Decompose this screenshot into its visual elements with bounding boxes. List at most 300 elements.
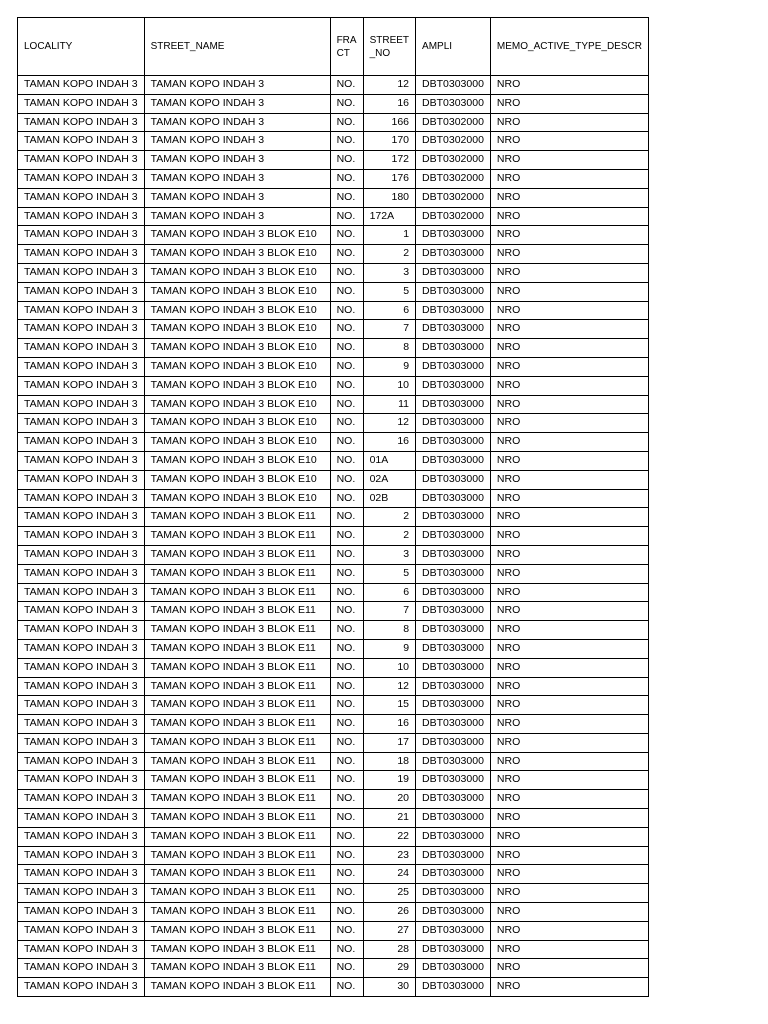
cell-street-no: 28 xyxy=(363,940,415,959)
cell-locality: TAMAN KOPO INDAH 3 xyxy=(18,414,145,433)
cell-street-name: TAMAN KOPO INDAH 3 BLOK E11 xyxy=(144,527,330,546)
cell-fract: NO. xyxy=(330,113,363,132)
cell-street-name: TAMAN KOPO INDAH 3 xyxy=(144,94,330,113)
cell-street-no: 20 xyxy=(363,790,415,809)
cell-ampli: DBT0303000 xyxy=(416,451,491,470)
cell-street-no: 5 xyxy=(363,564,415,583)
cell-memo: NRO xyxy=(490,301,648,320)
cell-street-no: 2 xyxy=(363,527,415,546)
table-row xyxy=(18,320,649,339)
cell-fract: NO. xyxy=(330,903,363,922)
cell-street-no: 3 xyxy=(363,545,415,564)
cell-locality: TAMAN KOPO INDAH 3 xyxy=(18,921,145,940)
cell-fract: NO. xyxy=(330,771,363,790)
table-row xyxy=(18,357,649,376)
cell-street-no: 25 xyxy=(363,884,415,903)
cell-ampli: DBT0303000 xyxy=(416,602,491,621)
cell-street-name: TAMAN KOPO INDAH 3 BLOK E11 xyxy=(144,696,330,715)
cell-fract: NO. xyxy=(330,151,363,170)
cell-street-name: TAMAN KOPO INDAH 3 BLOK E11 xyxy=(144,940,330,959)
col-header-ampli: AMPLI xyxy=(416,18,491,76)
cell-street-name: TAMAN KOPO INDAH 3 xyxy=(144,207,330,226)
table-row xyxy=(18,658,649,677)
col-header-memo: MEMO_ACTIVE_TYPE_DESCR xyxy=(490,18,648,76)
table-row xyxy=(18,884,649,903)
cell-ampli: DBT0303000 xyxy=(416,508,491,527)
cell-street-no: 01A xyxy=(363,451,415,470)
cell-street-no: 12 xyxy=(363,677,415,696)
table-row xyxy=(18,376,649,395)
cell-ampli: DBT0303000 xyxy=(416,339,491,358)
cell-street-name: TAMAN KOPO INDAH 3 BLOK E10 xyxy=(144,376,330,395)
cell-street-no: 27 xyxy=(363,921,415,940)
cell-locality: TAMAN KOPO INDAH 3 xyxy=(18,301,145,320)
cell-ampli: DBT0303000 xyxy=(416,733,491,752)
cell-locality: TAMAN KOPO INDAH 3 xyxy=(18,602,145,621)
cell-ampli: DBT0303000 xyxy=(416,357,491,376)
cell-memo: NRO xyxy=(490,470,648,489)
cell-memo: NRO xyxy=(490,414,648,433)
table-row xyxy=(18,865,649,884)
cell-street-name: TAMAN KOPO INDAH 3 BLOK E11 xyxy=(144,752,330,771)
cell-street-no: 10 xyxy=(363,376,415,395)
cell-locality: TAMAN KOPO INDAH 3 xyxy=(18,865,145,884)
cell-fract: NO. xyxy=(330,921,363,940)
cell-fract: NO. xyxy=(330,207,363,226)
cell-street-no: 2 xyxy=(363,245,415,264)
cell-street-name: TAMAN KOPO INDAH 3 BLOK E10 xyxy=(144,395,330,414)
cell-fract: NO. xyxy=(330,301,363,320)
cell-street-no: 6 xyxy=(363,583,415,602)
cell-fract: NO. xyxy=(330,959,363,978)
cell-ampli: DBT0303000 xyxy=(416,527,491,546)
cell-street-name: TAMAN KOPO INDAH 3 BLOK E10 xyxy=(144,226,330,245)
cell-memo: NRO xyxy=(490,959,648,978)
cell-memo: NRO xyxy=(490,696,648,715)
cell-fract: NO. xyxy=(330,376,363,395)
cell-fract: NO. xyxy=(330,790,363,809)
cell-street-name: TAMAN KOPO INDAH 3 xyxy=(144,169,330,188)
cell-street-no: 02A xyxy=(363,470,415,489)
cell-street-no: 29 xyxy=(363,959,415,978)
cell-ampli: DBT0302000 xyxy=(416,151,491,170)
cell-fract: NO. xyxy=(330,263,363,282)
cell-memo: NRO xyxy=(490,884,648,903)
cell-memo: NRO xyxy=(490,489,648,508)
cell-fract: NO. xyxy=(330,433,363,452)
cell-street-name: TAMAN KOPO INDAH 3 BLOK E11 xyxy=(144,602,330,621)
cell-street-no: 172 xyxy=(363,151,415,170)
cell-fract: NO. xyxy=(330,188,363,207)
cell-fract: NO. xyxy=(330,545,363,564)
cell-fract: NO. xyxy=(330,827,363,846)
cell-street-name: TAMAN KOPO INDAH 3 BLOK E10 xyxy=(144,451,330,470)
table-row xyxy=(18,733,649,752)
cell-locality: TAMAN KOPO INDAH 3 xyxy=(18,433,145,452)
cell-ampli: DBT0303000 xyxy=(416,865,491,884)
table-row xyxy=(18,959,649,978)
cell-fract: NO. xyxy=(330,282,363,301)
cell-ampli: DBT0303000 xyxy=(416,395,491,414)
table-row xyxy=(18,903,649,922)
cell-fract: NO. xyxy=(330,696,363,715)
cell-fract: NO. xyxy=(330,395,363,414)
cell-locality: TAMAN KOPO INDAH 3 xyxy=(18,733,145,752)
cell-locality: TAMAN KOPO INDAH 3 xyxy=(18,263,145,282)
cell-memo: NRO xyxy=(490,226,648,245)
cell-fract: NO. xyxy=(330,76,363,95)
cell-memo: NRO xyxy=(490,357,648,376)
cell-ampli: DBT0303000 xyxy=(416,978,491,997)
cell-street-no: 23 xyxy=(363,846,415,865)
cell-fract: NO. xyxy=(330,865,363,884)
cell-locality: TAMAN KOPO INDAH 3 xyxy=(18,884,145,903)
table-row xyxy=(18,76,649,95)
cell-memo: NRO xyxy=(490,245,648,264)
cell-locality: TAMAN KOPO INDAH 3 xyxy=(18,959,145,978)
cell-memo: NRO xyxy=(490,545,648,564)
cell-locality: TAMAN KOPO INDAH 3 xyxy=(18,226,145,245)
cell-locality: TAMAN KOPO INDAH 3 xyxy=(18,545,145,564)
cell-street-name: TAMAN KOPO INDAH 3 xyxy=(144,151,330,170)
col-header-locality: LOCALITY xyxy=(18,18,145,76)
cell-street-no: 11 xyxy=(363,395,415,414)
cell-street-name: TAMAN KOPO INDAH 3 BLOK E11 xyxy=(144,884,330,903)
cell-fract: NO. xyxy=(330,527,363,546)
cell-street-name: TAMAN KOPO INDAH 3 BLOK E10 xyxy=(144,245,330,264)
table-row xyxy=(18,132,649,151)
table-row xyxy=(18,263,649,282)
cell-fract: NO. xyxy=(330,639,363,658)
cell-locality: TAMAN KOPO INDAH 3 xyxy=(18,94,145,113)
table-row xyxy=(18,451,649,470)
cell-street-name: TAMAN KOPO INDAH 3 BLOK E11 xyxy=(144,771,330,790)
cell-ampli: DBT0303000 xyxy=(416,76,491,95)
cell-street-name: TAMAN KOPO INDAH 3 BLOK E11 xyxy=(144,658,330,677)
cell-fract: NO. xyxy=(330,508,363,527)
cell-street-name: TAMAN KOPO INDAH 3 BLOK E11 xyxy=(144,865,330,884)
table-row xyxy=(18,583,649,602)
cell-street-no: 166 xyxy=(363,113,415,132)
cell-street-name: TAMAN KOPO INDAH 3 BLOK E10 xyxy=(144,414,330,433)
cell-fract: NO. xyxy=(330,470,363,489)
cell-street-no: 10 xyxy=(363,658,415,677)
cell-fract: NO. xyxy=(330,677,363,696)
col-header-street-name: STREET_NAME xyxy=(144,18,330,76)
cell-street-no: 7 xyxy=(363,320,415,339)
cell-locality: TAMAN KOPO INDAH 3 xyxy=(18,771,145,790)
cell-ampli: DBT0303000 xyxy=(416,677,491,696)
cell-locality: TAMAN KOPO INDAH 3 xyxy=(18,978,145,997)
cell-memo: NRO xyxy=(490,677,648,696)
table-row xyxy=(18,151,649,170)
cell-street-no: 2 xyxy=(363,508,415,527)
cell-fract: NO. xyxy=(330,809,363,828)
cell-memo: NRO xyxy=(490,940,648,959)
cell-street-name: TAMAN KOPO INDAH 3 BLOK E11 xyxy=(144,827,330,846)
cell-memo: NRO xyxy=(490,113,648,132)
cell-street-no: 9 xyxy=(363,639,415,658)
cell-locality: TAMAN KOPO INDAH 3 xyxy=(18,339,145,358)
cell-memo: NRO xyxy=(490,320,648,339)
cell-ampli: DBT0302000 xyxy=(416,132,491,151)
cell-memo: NRO xyxy=(490,846,648,865)
cell-street-name: TAMAN KOPO INDAH 3 BLOK E11 xyxy=(144,639,330,658)
cell-memo: NRO xyxy=(490,282,648,301)
cell-locality: TAMAN KOPO INDAH 3 xyxy=(18,752,145,771)
cell-memo: NRO xyxy=(490,752,648,771)
cell-ampli: DBT0303000 xyxy=(416,621,491,640)
cell-locality: TAMAN KOPO INDAH 3 xyxy=(18,940,145,959)
cell-street-name: TAMAN KOPO INDAH 3 BLOK E11 xyxy=(144,621,330,640)
cell-locality: TAMAN KOPO INDAH 3 xyxy=(18,76,145,95)
cell-ampli: DBT0303000 xyxy=(416,414,491,433)
cell-memo: NRO xyxy=(490,207,648,226)
cell-street-name: TAMAN KOPO INDAH 3 BLOK E11 xyxy=(144,978,330,997)
table-row xyxy=(18,639,649,658)
cell-fract: NO. xyxy=(330,658,363,677)
cell-street-name: TAMAN KOPO INDAH 3 BLOK E10 xyxy=(144,263,330,282)
cell-fract: NO. xyxy=(330,940,363,959)
cell-memo: NRO xyxy=(490,263,648,282)
cell-ampli: DBT0302000 xyxy=(416,113,491,132)
cell-memo: NRO xyxy=(490,978,648,997)
cell-street-no: 26 xyxy=(363,903,415,922)
cell-ampli: DBT0303000 xyxy=(416,564,491,583)
cell-locality: TAMAN KOPO INDAH 3 xyxy=(18,451,145,470)
cell-street-no: 16 xyxy=(363,94,415,113)
cell-memo: NRO xyxy=(490,188,648,207)
cell-street-no: 12 xyxy=(363,76,415,95)
cell-memo: NRO xyxy=(490,790,648,809)
cell-fract: NO. xyxy=(330,339,363,358)
cell-ampli: DBT0303000 xyxy=(416,470,491,489)
cell-locality: TAMAN KOPO INDAH 3 xyxy=(18,658,145,677)
cell-fract: NO. xyxy=(330,169,363,188)
table-row xyxy=(18,564,649,583)
cell-locality: TAMAN KOPO INDAH 3 xyxy=(18,376,145,395)
cell-locality: TAMAN KOPO INDAH 3 xyxy=(18,188,145,207)
cell-street-name: TAMAN KOPO INDAH 3 BLOK E11 xyxy=(144,733,330,752)
cell-locality: TAMAN KOPO INDAH 3 xyxy=(18,113,145,132)
table-row xyxy=(18,339,649,358)
cell-street-name: TAMAN KOPO INDAH 3 xyxy=(144,188,330,207)
cell-locality: TAMAN KOPO INDAH 3 xyxy=(18,508,145,527)
address-table xyxy=(17,17,649,997)
col-header-street-no: STREET _NO xyxy=(363,18,415,76)
cell-street-no: 180 xyxy=(363,188,415,207)
cell-ampli: DBT0303000 xyxy=(416,903,491,922)
cell-street-name: TAMAN KOPO INDAH 3 BLOK E10 xyxy=(144,357,330,376)
cell-street-no: 15 xyxy=(363,696,415,715)
cell-memo: NRO xyxy=(490,451,648,470)
cell-memo: NRO xyxy=(490,903,648,922)
table-row xyxy=(18,414,649,433)
cell-street-name: TAMAN KOPO INDAH 3 BLOK E11 xyxy=(144,903,330,922)
cell-ampli: DBT0302000 xyxy=(416,207,491,226)
table-row xyxy=(18,508,649,527)
table-row xyxy=(18,752,649,771)
cell-street-no: 16 xyxy=(363,433,415,452)
cell-street-no: 176 xyxy=(363,169,415,188)
cell-street-no: 02B xyxy=(363,489,415,508)
cell-street-name: TAMAN KOPO INDAH 3 BLOK E10 xyxy=(144,301,330,320)
cell-memo: NRO xyxy=(490,658,648,677)
cell-ampli: DBT0303000 xyxy=(416,921,491,940)
cell-ampli: DBT0303000 xyxy=(416,245,491,264)
header-row xyxy=(18,18,649,76)
cell-ampli: DBT0303000 xyxy=(416,583,491,602)
cell-ampli: DBT0303000 xyxy=(416,771,491,790)
cell-locality: TAMAN KOPO INDAH 3 xyxy=(18,169,145,188)
cell-memo: NRO xyxy=(490,376,648,395)
cell-street-no: 24 xyxy=(363,865,415,884)
table-row xyxy=(18,282,649,301)
cell-street-name: TAMAN KOPO INDAH 3 BLOK E11 xyxy=(144,790,330,809)
cell-ampli: DBT0303000 xyxy=(416,639,491,658)
cell-fract: NO. xyxy=(330,978,363,997)
cell-locality: TAMAN KOPO INDAH 3 xyxy=(18,282,145,301)
table-row xyxy=(18,245,649,264)
table-row xyxy=(18,621,649,640)
cell-memo: NRO xyxy=(490,809,648,828)
table-row xyxy=(18,921,649,940)
cell-ampli: DBT0303000 xyxy=(416,263,491,282)
cell-locality: TAMAN KOPO INDAH 3 xyxy=(18,715,145,734)
cell-locality: TAMAN KOPO INDAH 3 xyxy=(18,846,145,865)
cell-memo: NRO xyxy=(490,827,648,846)
table-row xyxy=(18,846,649,865)
cell-ampli: DBT0303000 xyxy=(416,790,491,809)
cell-ampli: DBT0302000 xyxy=(416,169,491,188)
table-row xyxy=(18,527,649,546)
cell-ampli: DBT0303000 xyxy=(416,301,491,320)
cell-memo: NRO xyxy=(490,169,648,188)
cell-fract: NO. xyxy=(330,414,363,433)
cell-locality: TAMAN KOPO INDAH 3 xyxy=(18,583,145,602)
col-header-fract: FRA CT xyxy=(330,18,363,76)
cell-street-name: TAMAN KOPO INDAH 3 BLOK E11 xyxy=(144,846,330,865)
cell-locality: TAMAN KOPO INDAH 3 xyxy=(18,639,145,658)
cell-ampli: DBT0303000 xyxy=(416,696,491,715)
cell-memo: NRO xyxy=(490,508,648,527)
cell-ampli: DBT0303000 xyxy=(416,959,491,978)
cell-locality: TAMAN KOPO INDAH 3 xyxy=(18,357,145,376)
cell-memo: NRO xyxy=(490,621,648,640)
table-row xyxy=(18,470,649,489)
cell-locality: TAMAN KOPO INDAH 3 xyxy=(18,395,145,414)
cell-ampli: DBT0303000 xyxy=(416,715,491,734)
table-row xyxy=(18,545,649,564)
cell-memo: NRO xyxy=(490,564,648,583)
cell-memo: NRO xyxy=(490,865,648,884)
table-row xyxy=(18,433,649,452)
cell-memo: NRO xyxy=(490,395,648,414)
table-row xyxy=(18,395,649,414)
table-row xyxy=(18,207,649,226)
table-row xyxy=(18,169,649,188)
cell-street-name: TAMAN KOPO INDAH 3 BLOK E11 xyxy=(144,508,330,527)
cell-ampli: DBT0303000 xyxy=(416,433,491,452)
table-row xyxy=(18,809,649,828)
cell-memo: NRO xyxy=(490,132,648,151)
cell-memo: NRO xyxy=(490,639,648,658)
cell-memo: NRO xyxy=(490,94,648,113)
cell-street-name: TAMAN KOPO INDAH 3 BLOK E11 xyxy=(144,921,330,940)
table-row xyxy=(18,94,649,113)
cell-street-no: 3 xyxy=(363,263,415,282)
cell-fract: NO. xyxy=(330,226,363,245)
cell-fract: NO. xyxy=(330,752,363,771)
cell-ampli: DBT0303000 xyxy=(416,827,491,846)
cell-street-name: TAMAN KOPO INDAH 3 BLOK E11 xyxy=(144,715,330,734)
table-row xyxy=(18,940,649,959)
cell-fract: NO. xyxy=(330,245,363,264)
cell-memo: NRO xyxy=(490,771,648,790)
cell-street-name: TAMAN KOPO INDAH 3 BLOK E11 xyxy=(144,564,330,583)
cell-street-name: TAMAN KOPO INDAH 3 xyxy=(144,132,330,151)
table-row xyxy=(18,827,649,846)
cell-street-name: TAMAN KOPO INDAH 3 xyxy=(144,113,330,132)
cell-locality: TAMAN KOPO INDAH 3 xyxy=(18,320,145,339)
cell-locality: TAMAN KOPO INDAH 3 xyxy=(18,470,145,489)
cell-memo: NRO xyxy=(490,921,648,940)
cell-memo: NRO xyxy=(490,151,648,170)
cell-street-no: 9 xyxy=(363,357,415,376)
cell-locality: TAMAN KOPO INDAH 3 xyxy=(18,677,145,696)
cell-locality: TAMAN KOPO INDAH 3 xyxy=(18,151,145,170)
cell-street-no: 8 xyxy=(363,621,415,640)
cell-locality: TAMAN KOPO INDAH 3 xyxy=(18,696,145,715)
cell-fract: NO. xyxy=(330,715,363,734)
cell-ampli: DBT0303000 xyxy=(416,658,491,677)
cell-fract: NO. xyxy=(330,489,363,508)
cell-street-name: TAMAN KOPO INDAH 3 BLOK E11 xyxy=(144,959,330,978)
cell-fract: NO. xyxy=(330,357,363,376)
cell-street-no: 170 xyxy=(363,132,415,151)
cell-locality: TAMAN KOPO INDAH 3 xyxy=(18,132,145,151)
cell-street-no: 6 xyxy=(363,301,415,320)
cell-ampli: DBT0303000 xyxy=(416,809,491,828)
table-row xyxy=(18,790,649,809)
cell-street-no: 12 xyxy=(363,414,415,433)
table-row xyxy=(18,602,649,621)
cell-ampli: DBT0302000 xyxy=(416,188,491,207)
cell-street-name: TAMAN KOPO INDAH 3 BLOK E10 xyxy=(144,489,330,508)
table-row xyxy=(18,715,649,734)
cell-fract: NO. xyxy=(330,132,363,151)
cell-ampli: DBT0303000 xyxy=(416,226,491,245)
cell-street-no: 172A xyxy=(363,207,415,226)
cell-street-no: 7 xyxy=(363,602,415,621)
cell-street-no: 17 xyxy=(363,733,415,752)
cell-street-no: 8 xyxy=(363,339,415,358)
cell-fract: NO. xyxy=(330,94,363,113)
cell-locality: TAMAN KOPO INDAH 3 xyxy=(18,489,145,508)
cell-street-name: TAMAN KOPO INDAH 3 BLOK E10 xyxy=(144,339,330,358)
cell-locality: TAMAN KOPO INDAH 3 xyxy=(18,790,145,809)
table-row xyxy=(18,188,649,207)
cell-street-no: 22 xyxy=(363,827,415,846)
cell-fract: NO. xyxy=(330,621,363,640)
cell-street-name: TAMAN KOPO INDAH 3 BLOK E10 xyxy=(144,282,330,301)
cell-street-name: TAMAN KOPO INDAH 3 BLOK E11 xyxy=(144,677,330,696)
cell-ampli: DBT0303000 xyxy=(416,376,491,395)
table-row xyxy=(18,489,649,508)
cell-memo: NRO xyxy=(490,527,648,546)
cell-street-no: 16 xyxy=(363,715,415,734)
cell-ampli: DBT0303000 xyxy=(416,846,491,865)
